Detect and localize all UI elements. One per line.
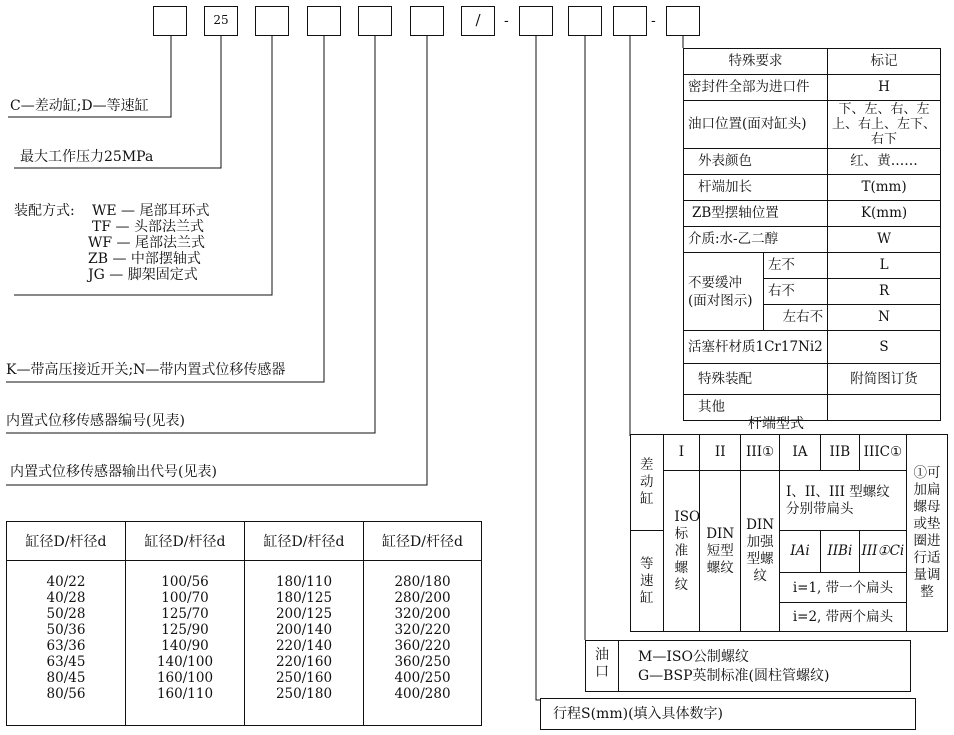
rod-desc: I、II、III 型螺纹分别带扁头 [780, 471, 907, 531]
spec-item: 其他 [684, 395, 828, 421]
dash-separator: - [504, 13, 509, 29]
stroke-label: 行程S(mm)(填入具体数字) [553, 706, 723, 722]
size-cell: 125/90 [161, 622, 209, 638]
mount-title: 装配方式: [14, 203, 75, 219]
spec-item: 特殊装配 [684, 364, 828, 395]
oil-port-box [585, 640, 911, 692]
size-col [7, 522, 125, 702]
size-cell: 360/250 [394, 654, 451, 670]
mount-item: TF — 头部法兰式 [92, 219, 204, 235]
spec-item: ZB型摆轴位置 [684, 201, 828, 227]
spec-mark [828, 395, 941, 421]
code-box-stroke[interactable] [519, 6, 553, 36]
size-cell: 360/220 [394, 638, 451, 654]
rod-type: DIN短型螺纹 [700, 471, 741, 632]
size-cell: 100/56 [161, 574, 209, 590]
buffer-label: 不要缓冲(面对图示) [684, 253, 764, 331]
size-cell: 200/125 [275, 606, 333, 622]
mount-item: JG — 脚架固定式 [88, 267, 198, 283]
code-box-special[interactable] [666, 6, 700, 36]
spec-mark: 下、左、右、左上、右上、左下、右下 [828, 101, 941, 149]
size-cell: 250/180 [275, 686, 333, 702]
size-header: 缸径D/杆径d [382, 534, 463, 550]
code-box-sensor-output[interactable] [410, 6, 444, 36]
buffer-item: 左右不 [763, 305, 827, 331]
size-cell: 220/140 [275, 638, 333, 654]
mount-item: WE — 尾部耳环式 [92, 203, 210, 219]
oil-port-label: 油口 [586, 641, 619, 691]
rod-note: ①可加扁螺母或垫圈进行适量调整 [907, 435, 948, 632]
dash-separator: - [651, 13, 656, 29]
size-cell: 180/110 [275, 574, 333, 590]
rod-type: ISO标准螺纹 [663, 471, 700, 632]
oil-port-m: M—ISO公制螺纹 [638, 649, 749, 665]
size-cell: 180/125 [275, 590, 333, 606]
spec-mark: T(mm) [828, 175, 941, 201]
size-cell: 320/200 [394, 606, 451, 622]
stroke-box [540, 698, 916, 730]
size-cell: 40/28 [46, 590, 86, 606]
code-box-cylinder-type[interactable] [153, 6, 187, 36]
spec-mark: 附简图订货 [828, 364, 941, 395]
code-box-pressure[interactable]: 25 [204, 6, 238, 36]
spec-item: 介质:水-乙二醇 [684, 227, 828, 253]
size-header: 缸径D/杆径d [25, 534, 107, 550]
size-cell: 50/28 [46, 606, 86, 622]
mount-item: WF — 尾部法兰式 [88, 235, 206, 251]
code-box-rod-end[interactable] [613, 6, 647, 36]
rod-end-table [630, 434, 948, 632]
sensor-output-label: 内置式位移传感器输出代号(见表) [10, 464, 217, 480]
rod-type: DIN加强型螺纹 [741, 471, 780, 632]
size-cell: 400/250 [394, 670, 451, 686]
code-box-mount[interactable] [255, 6, 289, 36]
size-cell: 280/200 [394, 590, 451, 606]
spec-item: 活塞杆材质1Cr17Ni2 [684, 331, 828, 364]
rod-variant: III①Ci [859, 531, 906, 573]
buffer-item: 左不 [763, 253, 827, 279]
sensor-switch-label: K—带高压接近开关;N—带内置式位移传感器 [6, 362, 286, 378]
rod-header: II [700, 435, 741, 471]
size-cell: 140/90 [161, 638, 209, 654]
buffer-mark: R [828, 279, 941, 305]
size-header: 缸径D/杆径d [263, 534, 345, 550]
rod-header: IIIC① [859, 435, 906, 471]
size-cell: 400/280 [394, 686, 451, 702]
size-cell: 160/110 [156, 686, 214, 702]
code-box-oil-port[interactable] [568, 6, 602, 36]
size-cell: 40/22 [46, 574, 86, 590]
spec-mark: 红、黄…… [828, 149, 941, 175]
spec-mark: H [828, 75, 941, 101]
size-cell: 200/140 [275, 622, 333, 638]
rod-i2: i=2, 带两个扁头 [792, 608, 894, 625]
code-box-sensor-switch[interactable] [307, 6, 341, 36]
cylinder-type-label: C—差动缸;D—等速缸 [10, 98, 149, 114]
rod-header: IIB [820, 435, 859, 471]
size-cell: 63/36 [46, 638, 86, 654]
size-cell: 140/100 [156, 654, 214, 670]
size-cell: 100/70 [161, 590, 209, 606]
size-col [245, 522, 363, 702]
size-cell: 80/45 [46, 670, 86, 686]
rod-end-title: 杆端型式 [748, 416, 804, 432]
size-cell: 220/160 [275, 654, 333, 670]
size-header: 缸径D/杆径d [144, 534, 226, 550]
spec-mark: K(mm) [828, 201, 941, 227]
spec-header: 特殊要求 [684, 49, 828, 75]
size-cell: 80/56 [46, 686, 86, 702]
size-cell: 280/180 [394, 574, 451, 590]
rod-header: III① [741, 435, 780, 471]
spec-header: 标记 [828, 49, 941, 75]
rod-side-label: 等速缸 [631, 531, 664, 632]
size-cell: 125/70 [161, 606, 209, 622]
special-requirements-table [683, 48, 941, 421]
size-cell: 320/220 [394, 622, 451, 638]
rod-i1: i=1, 带一个扁头 [780, 574, 906, 603]
size-cell: 250/160 [275, 670, 333, 686]
max-pressure-label: 最大工作压力25MPa [20, 149, 154, 165]
size-col [364, 522, 481, 702]
rod-header: I [663, 435, 700, 471]
spec-item: 密封件全部为进口件 [684, 75, 828, 101]
spec-item: 油口位置(面对缸头) [684, 101, 828, 149]
spec-item: 外表颜色 [684, 149, 828, 175]
code-box-sensor-no[interactable] [358, 6, 392, 36]
spec-mark: S [828, 331, 941, 364]
buffer-mark: N [828, 305, 941, 331]
size-table [6, 521, 482, 726]
size-cell: 50/36 [46, 622, 86, 638]
oil-port-g: G—BSP英制标准(圆柱管螺纹) [638, 668, 830, 684]
rod-flat-options [780, 573, 907, 632]
code-box-slash: / [461, 6, 495, 36]
buffer-mark: L [828, 253, 941, 279]
spec-item: 杆端加长 [684, 175, 828, 201]
size-col [126, 522, 244, 702]
sensor-no-label: 内置式位移传感器编号(见表) [6, 413, 185, 429]
rod-header: IA [780, 435, 821, 471]
mount-item: ZB — 中部摆轴式 [88, 251, 201, 267]
size-cell: 160/100 [156, 670, 214, 686]
size-cell: 63/45 [46, 654, 86, 670]
buffer-item: 右不 [763, 279, 827, 305]
rod-variant: IIBi [820, 531, 859, 573]
rod-side-label: 差动缸 [631, 435, 664, 531]
rod-variant: IAi [780, 531, 821, 573]
spec-mark: W [828, 227, 941, 253]
